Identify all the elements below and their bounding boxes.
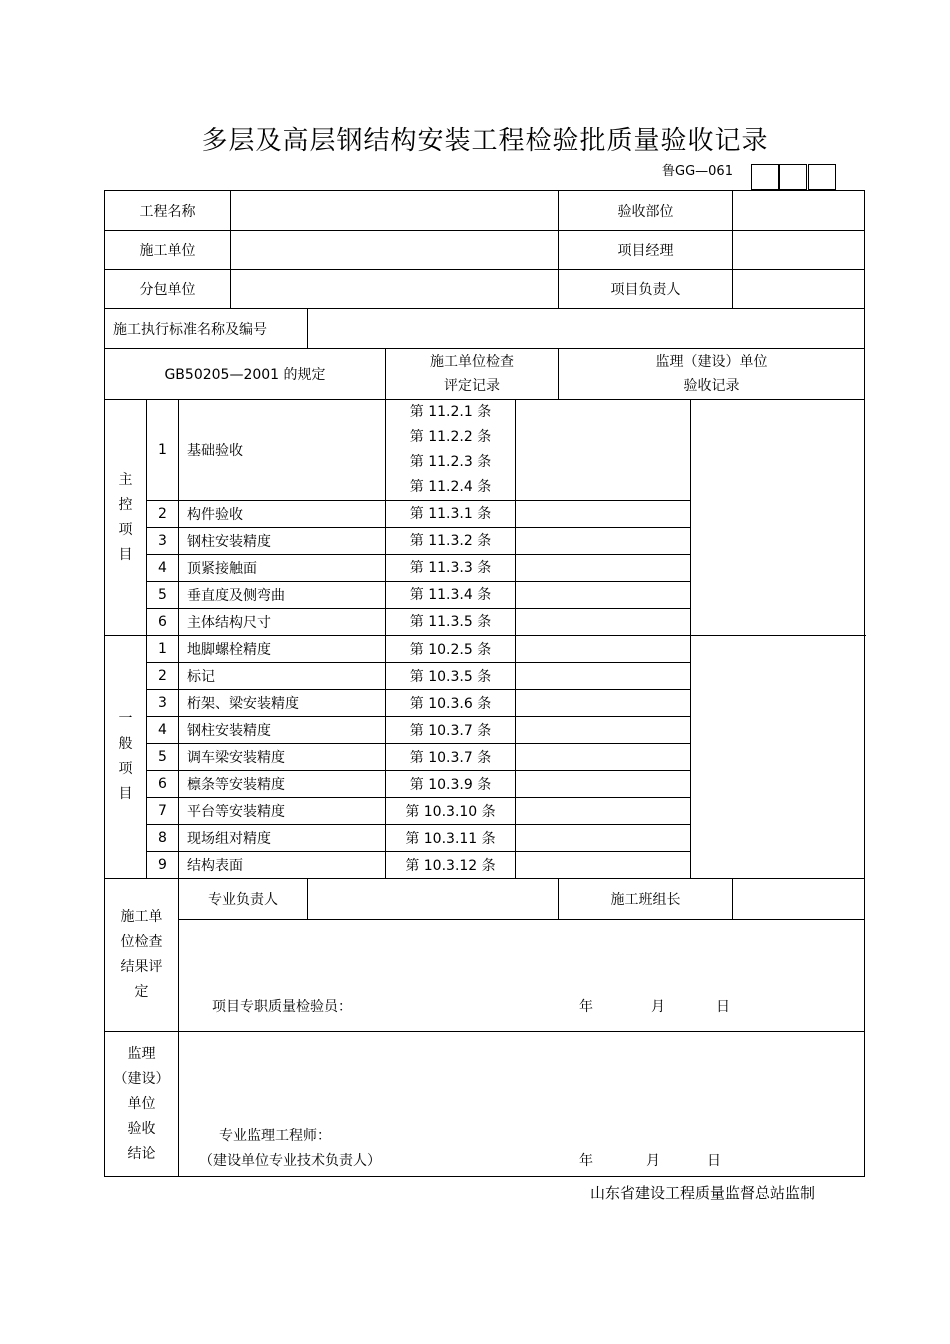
general-item-check-record[interactable] <box>516 798 691 825</box>
general-item-no: 5 <box>147 744 179 771</box>
main-item-check-record[interactable] <box>516 555 691 582</box>
project-manager-label: 项目经理 <box>559 231 733 270</box>
general-item-check-record[interactable] <box>516 825 691 852</box>
code-box-3[interactable] <box>808 164 836 190</box>
supervision-result-label-line: 单位 <box>127 1095 156 1112</box>
standard-label: 施工执行标准名称及编号 <box>105 309 308 349</box>
general-item-check-record[interactable] <box>516 852 691 879</box>
main-item-clause-line: 第 11.2.2 条 <box>409 429 492 445</box>
main-item-clause <box>386 400 516 501</box>
main-item-name: 顶紧接触面 <box>179 555 386 582</box>
code-box-2[interactable] <box>779 164 807 190</box>
general-item-clause: 第 10.3.12 条 <box>386 852 516 879</box>
spec-header: GB50205—2001 的规定 <box>105 349 386 400</box>
main-item-clause-line: 第 11.3.1 条 <box>409 505 492 522</box>
construction-check-header <box>386 349 559 400</box>
construction-result-label-line: 施工单 <box>120 909 163 925</box>
supervision-result-label-line: （建设） <box>113 1070 170 1087</box>
main-item-check-record[interactable] <box>516 582 691 609</box>
construction-unit-label: 施工单位 <box>105 231 231 270</box>
subcontractor-field[interactable] <box>231 270 559 309</box>
main-item-clause-line: 第 11.3.4 条 <box>409 586 492 603</box>
general-item-no: 8 <box>147 825 179 852</box>
general-label-char: 目 <box>118 786 133 802</box>
main-item-clause-line: 第 11.3.2 条 <box>409 532 492 549</box>
year-label: 年 <box>579 1153 593 1169</box>
main-item-name: 主体结构尺寸 <box>179 609 386 636</box>
general-item-no: 4 <box>147 717 179 744</box>
general-item-name: 桁架、梁安装精度 <box>179 690 386 717</box>
general-item-clause: 第 10.3.10 条 <box>386 798 516 825</box>
construction-unit-field[interactable] <box>231 231 559 270</box>
main-item-check-record[interactable] <box>516 528 691 555</box>
general-supervision-record[interactable] <box>691 636 865 879</box>
acceptance-part-field[interactable] <box>733 191 865 231</box>
construction-result-label-line: 结果评 <box>120 959 163 975</box>
main-item-clause-line: 第 11.2.3 条 <box>409 454 492 470</box>
team-leader-label: 施工班组长 <box>559 879 733 920</box>
owner-tech-label: （建设单位专业技术负责人） <box>199 1153 381 1169</box>
main-item-no: 1 <box>147 400 179 501</box>
main-item-check-record[interactable] <box>516 400 691 501</box>
general-item-name: 钢柱安装精度 <box>179 717 386 744</box>
main-control-label-char: 目 <box>118 546 133 563</box>
general-item-name: 现场组对精度 <box>179 825 386 852</box>
supervision-result-body[interactable] <box>179 1032 865 1177</box>
general-item-name: 调车梁安装精度 <box>179 744 386 771</box>
general-item-check-record[interactable] <box>516 771 691 798</box>
day-label: 日 <box>707 1153 721 1169</box>
main-item-check-record[interactable] <box>516 609 691 636</box>
main-control-label-char: 控 <box>118 496 133 513</box>
main-item-check-record[interactable] <box>516 501 691 528</box>
supervision-result-label-line: 结论 <box>127 1145 156 1162</box>
main-item-clause <box>386 609 516 636</box>
month-label: 月 <box>646 1153 660 1169</box>
main-item-clause <box>386 555 516 582</box>
supervision-header-line1: 监理（建设）单位 <box>655 354 768 370</box>
general-item-no: 7 <box>147 798 179 825</box>
month-label: 月 <box>651 999 665 1015</box>
main-item-no: 3 <box>147 528 179 555</box>
page-title: 多层及高层钢结构安装工程检验批质量验收记录 <box>201 126 769 156</box>
form-code: 鲁GG—061 <box>662 164 733 179</box>
general-item-clause: 第 10.2.5 条 <box>386 636 516 663</box>
main-item-clause <box>386 582 516 609</box>
construction-result-body[interactable] <box>179 920 865 1032</box>
construction-result-label-line: 定 <box>134 984 149 1000</box>
general-item-check-record[interactable] <box>516 636 691 663</box>
main-item-name: 垂直度及侧弯曲 <box>179 582 386 609</box>
main-control-supervision-record[interactable] <box>691 400 865 636</box>
general-item-no: 6 <box>147 771 179 798</box>
standard-field[interactable] <box>308 309 865 349</box>
main-item-clause-line: 第 11.3.3 条 <box>409 559 492 576</box>
main-item-clause <box>386 501 516 528</box>
inspector-label: 项目专职质量检验员： <box>212 999 352 1015</box>
construction-result-label <box>105 879 179 1032</box>
supervision-engineer-label: 专业监理工程师： <box>219 1128 331 1144</box>
subcontractor-label: 分包单位 <box>105 270 231 309</box>
main-item-clause-line: 第 11.2.4 条 <box>409 479 492 495</box>
general-label-char: 项 <box>118 761 133 777</box>
supervision-result-label-line: 验收 <box>127 1120 156 1137</box>
general-item-check-record[interactable] <box>516 717 691 744</box>
project-name-field[interactable] <box>231 191 559 231</box>
main-control-label-char: 项 <box>118 521 133 538</box>
general-label-char: 一 <box>118 711 133 727</box>
general-item-clause: 第 10.3.6 条 <box>386 690 516 717</box>
main-item-clause-line: 第 11.2.1 条 <box>409 404 492 420</box>
general-item-no: 9 <box>147 852 179 879</box>
general-item-no: 3 <box>147 690 179 717</box>
general-label-char: 般 <box>118 736 133 752</box>
professional-leader-label: 专业负责人 <box>179 879 308 920</box>
general-item-name: 标记 <box>179 663 386 690</box>
main-control-label-char: 主 <box>118 471 133 488</box>
footer-text: 山东省建设工程质量监督总站监制 <box>590 1184 816 1202</box>
main-item-name: 构件验收 <box>179 501 386 528</box>
professional-leader-field[interactable] <box>308 879 559 920</box>
supervision-header <box>559 349 865 400</box>
project-leader-field[interactable] <box>733 270 865 309</box>
general-label <box>105 636 147 879</box>
general-item-check-record[interactable] <box>516 663 691 690</box>
main-control-label <box>105 400 147 636</box>
general-item-check-record[interactable] <box>516 690 691 717</box>
acceptance-part-label: 验收部位 <box>559 191 733 231</box>
inspection-form-table <box>104 190 865 1177</box>
construction-check-header-line2: 评定记录 <box>444 378 500 394</box>
general-item-no: 2 <box>147 663 179 690</box>
supervision-result-label <box>105 1032 179 1177</box>
supervision-header-line2: 验收记录 <box>683 378 740 394</box>
general-item-name: 结构表面 <box>179 852 386 879</box>
main-item-no: 6 <box>147 609 179 636</box>
code-box-1[interactable] <box>751 164 779 190</box>
general-item-name: 檩条等安装精度 <box>179 771 386 798</box>
main-item-no: 2 <box>147 501 179 528</box>
general-item-check-record[interactable] <box>516 744 691 771</box>
main-item-clause <box>386 528 516 555</box>
construction-result-label-line: 位检查 <box>120 934 163 950</box>
main-item-name: 钢柱安装精度 <box>179 528 386 555</box>
general-item-clause: 第 10.3.5 条 <box>386 663 516 690</box>
construction-check-header-line1: 施工单位检查 <box>430 354 514 370</box>
general-item-clause: 第 10.3.9 条 <box>386 771 516 798</box>
general-item-clause: 第 10.3.7 条 <box>386 717 516 744</box>
team-leader-field[interactable] <box>733 879 865 920</box>
general-item-no: 1 <box>147 636 179 663</box>
project-name-label: 工程名称 <box>105 191 231 231</box>
project-manager-field[interactable] <box>733 231 865 270</box>
day-label: 日 <box>716 999 730 1015</box>
general-item-clause: 第 10.3.11 条 <box>386 825 516 852</box>
main-item-no: 4 <box>147 555 179 582</box>
general-item-name: 平台等安装精度 <box>179 798 386 825</box>
general-item-name: 地脚螺栓精度 <box>179 636 386 663</box>
project-leader-label: 项目负责人 <box>559 270 733 309</box>
supervision-result-label-line: 监理 <box>127 1045 156 1062</box>
main-item-no: 5 <box>147 582 179 609</box>
main-item-clause-line: 第 11.3.5 条 <box>409 613 492 630</box>
main-item-name: 基础验收 <box>179 400 386 501</box>
year-label: 年 <box>579 999 593 1015</box>
general-item-clause: 第 10.3.7 条 <box>386 744 516 771</box>
